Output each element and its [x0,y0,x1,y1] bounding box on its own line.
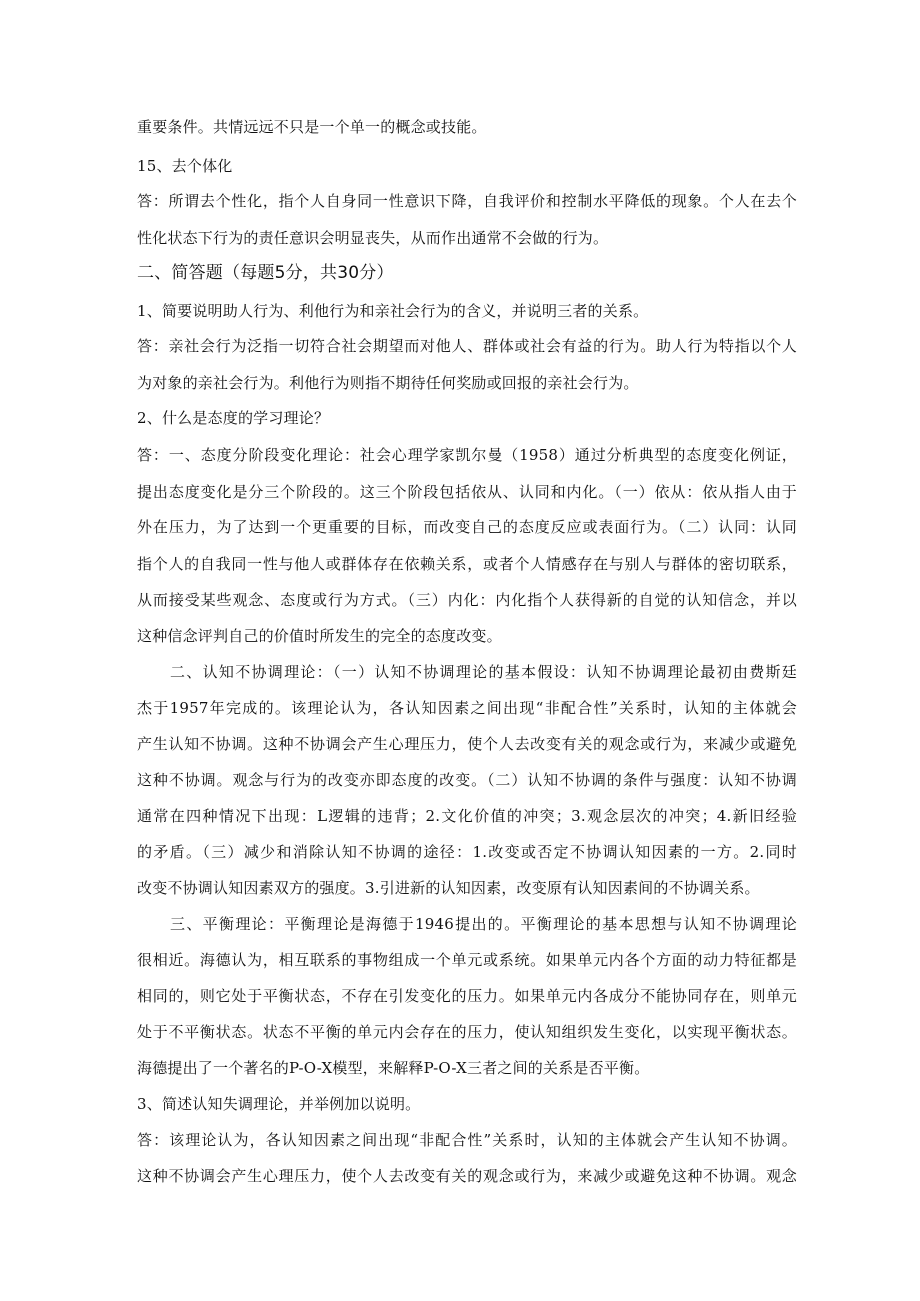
text-line: 指个人的自我同一性与他人或群体存在依赖关系，或者个人情感存在与别人与群体的密切联系， [137,555,797,573]
text-line: 通常在四种情况下出现：L逻辑的违背；2.文化价值的冲突；3.观念层次的冲突；4.新旧经验 [137,807,797,825]
text-line: 这种不协调。观念与行为的改变亦即态度的改变。（二）认知不协调的条件与强度：认知不协调 [137,771,797,789]
text-line: 处于不平衡状态。状态不平衡的单元内会存在的压力，使认知组织发生变化，以实现平衡状态。 [137,1023,797,1041]
question-title: 3、简述认知失调理论，并举例加以说明。 [137,1095,421,1113]
question-title: 1、简要说明助人行为、利他行为和亲社会行为的含义，并说明三者的关系。 [137,302,649,320]
text-line: 外在压力，为了达到一个更重要的目标，而改变自己的态度反应或表面行为。（二）认同：认同 [137,518,797,536]
text-line: 杰于1957年完成的。该理论认为，各认知因素之间出现“非配合性”关系时，认知的主体就会 [137,699,797,717]
text-line: 这种信念评判自己的价值时所发生的完全的态度改变。 [137,627,502,645]
text-line: 的矛盾。（三）减少和消除认知不协调的途径：1.改变或否定不协调认知因素的一方。2.同时 [137,843,797,861]
text-line: 很相近。海德认为，相互联系的事物组成一个单元或系统。如果单元内各个方面的动力特征都是 [137,951,797,969]
text-line: 产生认知不协调。这种不协调会产生心理压力，使个人去改变有关的观念或行为，来减少或避免 [137,735,797,753]
question-title: 2、什么是态度的学习理论？ [137,409,330,427]
question-title: 15、去个体化 [137,157,233,175]
paragraph-start: 二、认知不协调理论：（一）认知不协调理论的基本假设：认知不协调理论最初由费斯廷 [170,663,797,681]
text-line: 性化状态下行为的责任意识会明显丧失，从而作出通常不会做的行为。 [137,229,609,247]
text-line: 答：亲社会行为泛指一切符合社会期望而对他人、群体或社会有益的行为。助人行为特指以个人 [137,337,797,355]
text-line: 海德提出了一个著名的P-O-X模型，来解释P-O-X三者之间的关系是否平衡。 [137,1059,650,1077]
paragraph-start: 三、平衡理论：平衡理论是海德于1946提出的。平衡理论的基本思想与认知不协调理论 [170,915,797,933]
text-line: 改变不协调认知因素双方的强度。3.引进新的认知因素，改变原有认知因素间的不协调关系。 [137,879,760,897]
text-line: 相同的，则它处于平衡状态，不存在引发变化的压力。如果单元内各成分不能协同存在，则单元 [137,987,797,1005]
text-line: 这种不协调会产生心理压力，使个人去改变有关的观念或行为，来减少或避免这种不协调。观念 [137,1167,797,1185]
text-line: 答：一、态度分阶段变化理论：社会心理学家凯尔曼（1958）通过分析典型的态度变化例证， [137,446,797,464]
text-line: 答：所谓去个性化，指个人自身同一性意识下降，自我评价和控制水平降低的现象。个人在去个 [137,192,797,210]
text-line: 重要条件。共情远远不只是一个单一的概念或技能。 [137,118,487,136]
text-line: 答：该理论认为，各认知因素之间出现“非配合性”关系时，认知的主体就会产生认知不协调。 [137,1131,797,1149]
section-heading: 二、简答题（每题5分，共30分） [137,263,394,283]
text-line: 从而接受某些观念、态度或行为方式。（三）内化：内化指个人获得新的自觉的认知信念，并以 [137,591,797,609]
text-line: 提出态度变化是分三个阶段的。这三个阶段包括依从、认同和内化。（一）依从：依从指人由于 [137,483,797,501]
text-line: 为对象的亲社会行为。利他行为则指不期待任何奖励或回报的亲社会行为。 [137,374,639,392]
